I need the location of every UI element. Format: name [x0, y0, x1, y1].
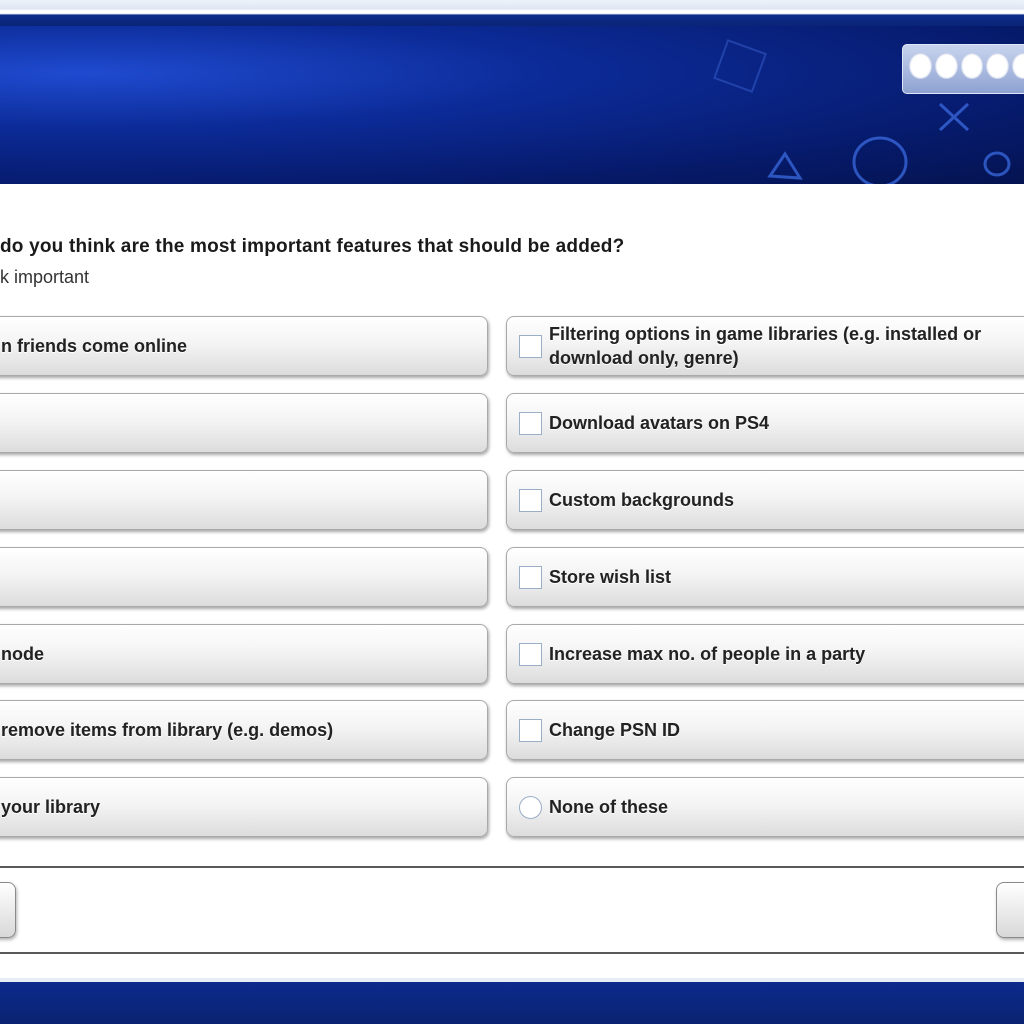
option-custom-backgrounds[interactable] — [506, 470, 1024, 530]
progress-dot — [909, 53, 932, 79]
option-label — [549, 322, 981, 370]
option-label: node — [1, 644, 44, 664]
option-checkbox[interactable] — [519, 643, 542, 666]
option-filtering-game-libraries[interactable] — [506, 316, 1024, 376]
option-checkbox[interactable] — [519, 489, 542, 512]
navigation-bar — [0, 866, 1024, 954]
option-left-7[interactable] — [0, 777, 488, 837]
option-label: None of these — [549, 797, 669, 817]
triangle-symbol-icon — [770, 154, 800, 178]
option-label: remove items from library (e.g. demos) — [1, 720, 334, 740]
option-left-4[interactable] — [0, 547, 488, 607]
option-checkbox[interactable] — [519, 566, 542, 589]
survey-instruction: k important — [0, 267, 90, 287]
option-label: Download avatars on PS4 — [549, 413, 770, 433]
option-label: Custom backgrounds — [549, 490, 735, 510]
option-checkbox[interactable] — [519, 719, 542, 742]
progress-dot — [935, 53, 958, 79]
progress-indicator — [902, 44, 1024, 94]
square-symbol-icon — [714, 40, 765, 91]
option-label: Change PSN ID — [549, 720, 681, 740]
option-none-of-these[interactable] — [506, 777, 1024, 837]
option-left-5[interactable] — [0, 624, 488, 684]
progress-dot — [1012, 53, 1024, 79]
next-button[interactable] — [996, 882, 1024, 938]
option-download-avatars[interactable] — [506, 393, 1024, 453]
progress-dot — [986, 53, 1009, 79]
option-label: Increase max no. of people in a party — [549, 644, 866, 664]
top-strip — [0, 0, 1024, 26]
option-left-2[interactable] — [0, 393, 488, 453]
option-increase-party-size[interactable] — [506, 624, 1024, 684]
option-label: your library — [1, 797, 101, 817]
footer-bar — [0, 978, 1024, 1024]
option-checkbox[interactable] — [519, 335, 542, 358]
option-change-psn-id[interactable] — [506, 700, 1024, 760]
option-label-line2: download only, genre) — [549, 348, 739, 368]
option-left-3[interactable] — [0, 470, 488, 530]
playstation-symbols-decoration — [0, 26, 1024, 184]
option-label: n friends come online — [1, 336, 188, 356]
option-store-wish-list[interactable] — [506, 547, 1024, 607]
option-radio[interactable] — [519, 796, 542, 819]
circle-symbol-icon — [854, 138, 906, 184]
option-label-line1: Filtering options in game libraries (e.g. installed or — [549, 324, 982, 344]
option-checkbox[interactable] — [519, 412, 542, 435]
previous-button[interactable] — [0, 882, 16, 938]
header-banner — [0, 26, 1024, 184]
option-label: Store wish list — [549, 567, 672, 587]
option-left-1[interactable] — [0, 316, 488, 376]
progress-dot — [961, 53, 984, 79]
option-left-6[interactable] — [0, 700, 488, 760]
survey-question: do you think are the most important features that should be added? — [0, 236, 625, 257]
